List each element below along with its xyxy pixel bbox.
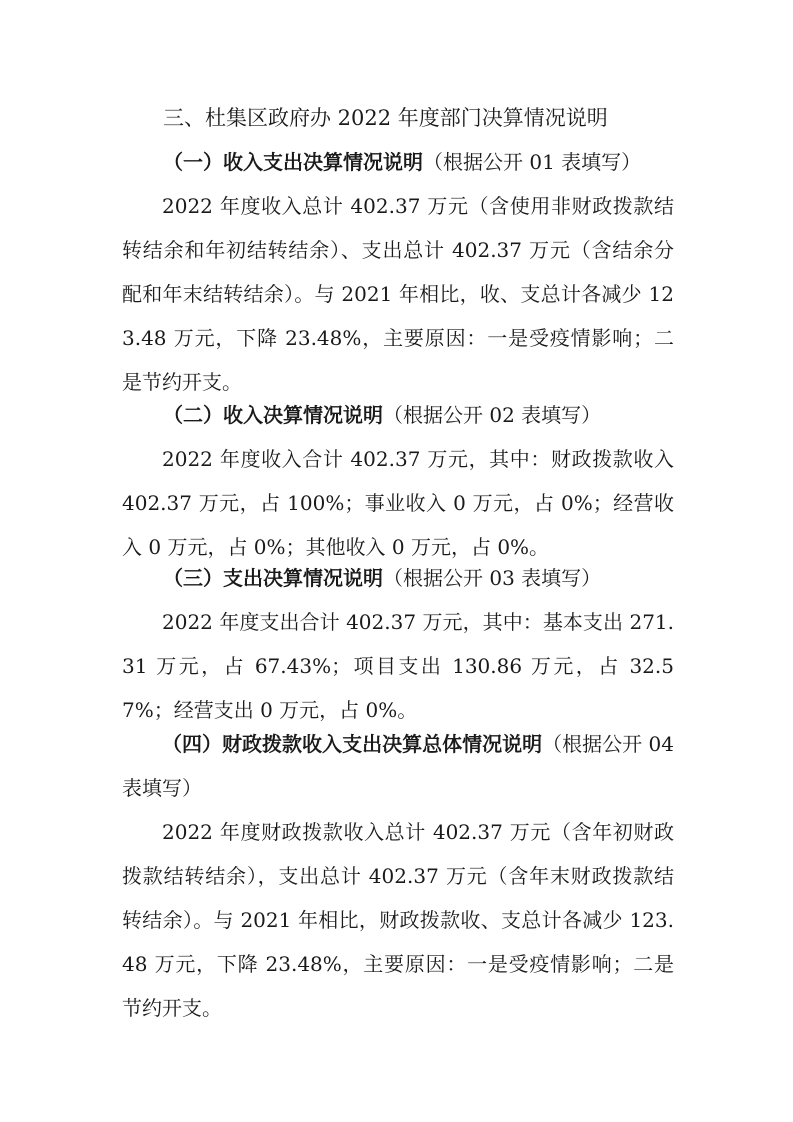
section-4-heading xyxy=(122,722,674,810)
page-title: 三、杜集区政府办 2022 年度部门决算情况说明 xyxy=(163,106,608,130)
section-2-heading-text: （二）收入决算情况说明 xyxy=(163,403,383,427)
section-2-heading xyxy=(163,393,601,437)
section-1-heading-note: （根据公开 01 表填写） xyxy=(423,150,642,174)
section-1-paragraph: 2022 年度收入总计 402.37 万元（含使用非财政拨款结转结余和年初结转结余）、支出总计 402.37 万元（含结余分配和年末结转结余）。与 2021 年相比，收、支总计各减少 123.48 万元，下降 23.48%，主要原因：一是受疫情影响；二是节约开支。 xyxy=(122,194,674,394)
section-1-heading xyxy=(163,140,641,184)
section-1-heading-text: （一）收入支出决算情况说明 xyxy=(163,150,423,174)
section-3-paragraph: 2022 年度支出合计 402.37 万元，其中：基本支出 271.31 万元，占 67.43%；项目支出 130.86 万元，占 32.57%；经营支出 0 万元，占 0%。 xyxy=(122,610,674,722)
section-4-heading-note: （根据公开 04 表填写） xyxy=(122,732,675,800)
section-3-heading-note: （根据公开 03 表填写） xyxy=(383,566,602,590)
section-4-heading-text: （四）财政拨款收入支出决算总体情况说明 xyxy=(162,732,543,756)
section-4-paragraph: 2022 年度财政拨款收入总计 402.37 万元（含年初财政拨款结转结余），支出总计 402.37 万元（含年末财政拨款结转结余）。与 2021 年相比，财政拨款收、支总计各减少 123.48 万元，下降 23.48%，主要原因：一是受疫情影响；二是节约开支。 xyxy=(122,820,674,1020)
section-2-paragraph: 2022 年度收入合计 402.37 万元，其中：财政拨款收入 402.37 万元，占 100%；事业收入 0 万元，占 0%；经营收入 0 万元，占 0%；其他收入 0 万元，占 0%。 xyxy=(122,447,674,559)
section-2-heading-note: （根据公开 02 表填写） xyxy=(383,403,602,427)
section-3-heading-text: （三）支出决算情况说明 xyxy=(163,566,383,590)
section-3-heading xyxy=(163,556,601,600)
